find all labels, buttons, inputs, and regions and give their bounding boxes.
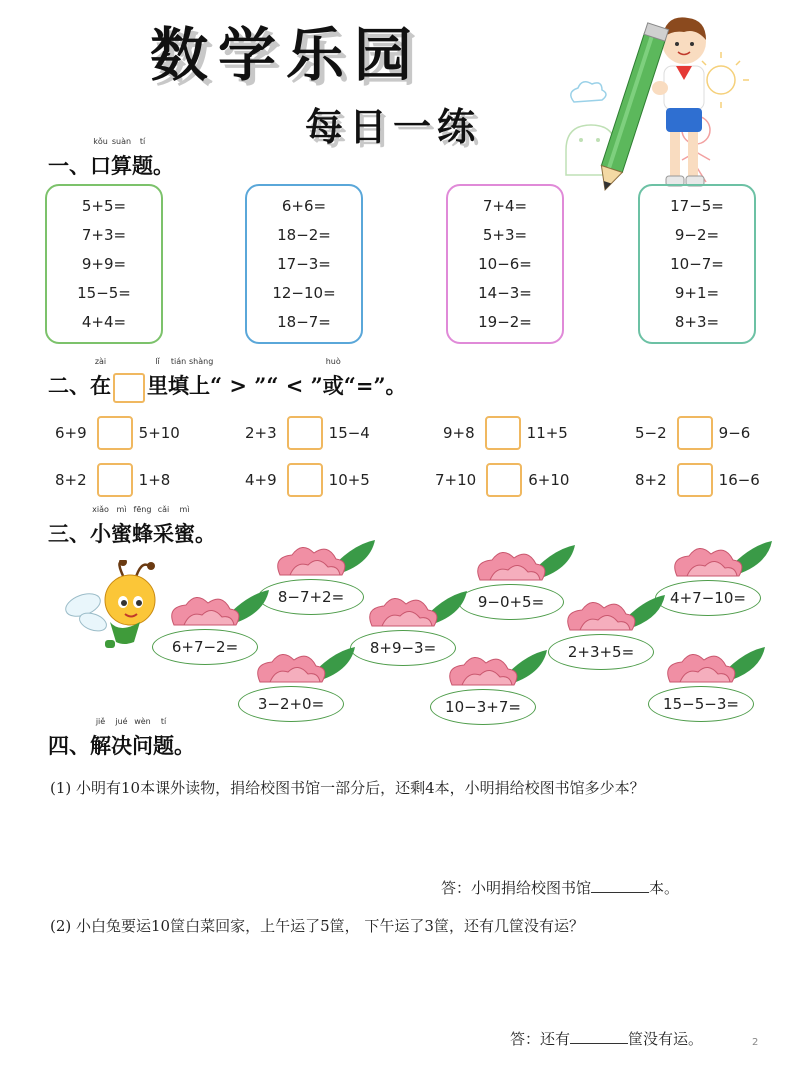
- char: 决: [111, 733, 132, 758]
- equation: 6+6=: [281, 197, 327, 216]
- equation: 14−3=: [478, 283, 532, 302]
- flower-icon: [667, 536, 777, 581]
- page-title: 数学乐园: [150, 21, 423, 89]
- answer-box[interactable]: [677, 463, 713, 497]
- char: 小: [90, 521, 111, 546]
- pinyin: mì: [116, 505, 127, 514]
- answer-box-sample: [113, 373, 145, 403]
- equation: 18−7=: [277, 312, 331, 331]
- compare-item: [635, 463, 760, 497]
- answer-suffix: 本。: [649, 879, 680, 897]
- flower-icon: [560, 590, 670, 635]
- left-expr: 8+2: [55, 471, 87, 489]
- heading-char: [168, 357, 189, 400]
- problem-2-answer: [510, 1028, 703, 1049]
- compare-item: [435, 463, 569, 497]
- pinyin: mì: [179, 505, 190, 514]
- right-expr: 5+10: [138, 424, 180, 442]
- pinyin: fēng: [133, 505, 152, 514]
- answer-box[interactable]: [287, 463, 323, 497]
- compare-item: [245, 416, 370, 450]
- equation: 5+3=: [482, 226, 528, 245]
- answer-box[interactable]: [97, 463, 133, 497]
- flower-equation: 15−5−3=: [648, 686, 754, 722]
- heading-char: [90, 137, 111, 180]
- equation: 10−6=: [478, 254, 532, 273]
- flower-icon: [250, 642, 360, 687]
- answer-box[interactable]: [486, 463, 522, 497]
- heading-char: [132, 717, 153, 760]
- char: 蜂: [132, 521, 153, 546]
- right-expr: 6+10: [528, 471, 570, 489]
- heading-char: [153, 717, 174, 760]
- equation: 7+3=: [81, 226, 127, 245]
- pinyin: huò: [325, 357, 341, 366]
- section3-suffix: 。: [195, 521, 216, 546]
- equation: 17−3=: [277, 254, 331, 273]
- left-expr: 8+2: [635, 471, 667, 489]
- flower-item: [655, 536, 780, 616]
- equation: 5+5=: [81, 197, 127, 216]
- pinyin: shàng: [189, 357, 214, 366]
- equation: 10−7=: [670, 254, 724, 273]
- equation: 12−10=: [272, 283, 336, 302]
- pinyin: jiě: [95, 717, 106, 726]
- compare-item: [55, 416, 180, 450]
- heading-char: [90, 357, 111, 400]
- char: 解: [90, 733, 111, 758]
- pinyin: zài: [94, 357, 107, 366]
- flower-item: [648, 642, 773, 722]
- section4-suffix: 。: [174, 733, 195, 758]
- equation: 9+9=: [81, 254, 127, 273]
- flower-icon: [270, 535, 380, 580]
- equation: 15−5=: [77, 283, 131, 302]
- equation: 7+4=: [482, 197, 528, 216]
- flower-item: [238, 642, 363, 722]
- compare-item: [443, 416, 568, 450]
- equation: 17−5=: [670, 197, 724, 216]
- equation: 4+4=: [81, 312, 127, 331]
- pinyin: tí: [139, 137, 146, 146]
- char: 采: [153, 521, 174, 546]
- right-expr: 9−6: [718, 424, 751, 442]
- section2-heading: [48, 357, 407, 403]
- flower-icon: [442, 645, 552, 690]
- equation: 9+1=: [674, 283, 720, 302]
- problem-2-text: (2) 小白兔要运10筐白菜回家，上午运了5筐， 下午运了3筐，还有几筐没有运？: [50, 917, 584, 935]
- char: 题: [132, 153, 153, 178]
- answer-box[interactable]: [97, 416, 133, 450]
- right-expr: 11+5: [526, 424, 568, 442]
- oral-calc-box: [45, 184, 163, 344]
- flower-equation: 3−2+0=: [238, 686, 344, 722]
- char: 题: [153, 733, 174, 758]
- section3-heading: [48, 505, 216, 548]
- heading-char: [132, 505, 153, 548]
- flower-equation: 4+7−10=: [655, 580, 761, 616]
- char: 上: [189, 373, 210, 398]
- char: 填: [168, 373, 189, 398]
- section1-heading: [48, 137, 174, 180]
- right-expr: 10+5: [328, 471, 370, 489]
- compare-item: [635, 416, 750, 450]
- heading-char: [174, 505, 195, 548]
- pinyin: suàn: [111, 137, 132, 146]
- pinyin: kǒu: [93, 137, 108, 146]
- section1-prefix: 一、: [48, 153, 90, 178]
- oral-calc-box: [638, 184, 756, 344]
- symbols: “ > ”“ < ”: [210, 373, 323, 398]
- left-expr: 7+10: [435, 471, 477, 489]
- pinyin: tián: [170, 357, 187, 366]
- heading-char: [111, 717, 132, 760]
- right-expr: 1+8: [138, 471, 171, 489]
- flower-equation: 10−3+7=: [430, 689, 536, 725]
- oral-calc-box: [446, 184, 564, 344]
- heading-char: [153, 505, 174, 548]
- oral-calc-box: [245, 184, 363, 344]
- pinyin: lǐ: [155, 357, 160, 366]
- heading-char: [90, 505, 111, 548]
- flower-icon: [470, 540, 580, 585]
- section4-heading: [48, 717, 195, 760]
- page-number: 2: [752, 1037, 759, 1048]
- section1-suffix: 。: [153, 153, 174, 178]
- page-subtitle: 每日一练: [305, 104, 482, 149]
- compare-item: [245, 463, 370, 497]
- answer-box[interactable]: [287, 416, 323, 450]
- char: 口: [90, 153, 111, 178]
- flower-equation: 8−7+2=: [258, 579, 364, 615]
- compare-item: [55, 463, 170, 497]
- left-expr: 6+9: [55, 424, 87, 442]
- pinyin: wèn: [134, 717, 151, 726]
- answer-blank[interactable]: [591, 878, 649, 893]
- flower-icon: [660, 642, 770, 687]
- left-expr: 9+8: [443, 424, 475, 442]
- answer-box[interactable]: [677, 416, 713, 450]
- problem-1-text: (1) 小明有10本课外读物，捐给校图书馆一部分后，还剩4本，小明捐给校图书馆多少本？: [50, 779, 645, 797]
- heading-char: [90, 717, 111, 760]
- char: 或: [322, 373, 344, 398]
- symbols: “=”。: [343, 373, 407, 398]
- flower-icon: [164, 585, 274, 630]
- right-expr: 16−6: [718, 471, 760, 489]
- pinyin: xiǎo: [92, 505, 109, 514]
- left-expr: 2+3: [245, 424, 277, 442]
- equation: 9−2=: [674, 226, 720, 245]
- problem-1-answer: [441, 877, 679, 898]
- pinyin: cǎi: [157, 505, 170, 514]
- section4-prefix: 四、: [48, 733, 90, 758]
- char: 里: [147, 373, 168, 398]
- heading-char: [189, 357, 214, 400]
- pinyin: tí: [160, 717, 167, 726]
- answer-prefix: 答：小明捐给校图书馆: [441, 879, 592, 897]
- answer-box[interactable]: [485, 416, 521, 450]
- flower-equation: 2+3+5=: [548, 634, 654, 670]
- boy-with-pencil-icon: [556, 10, 756, 200]
- heading-char: [111, 137, 132, 180]
- char: 蜜: [111, 521, 132, 546]
- char: 算: [111, 153, 132, 178]
- left-expr: 4+9: [245, 471, 277, 489]
- answer-prefix: 答：还有: [510, 1030, 571, 1048]
- char: 问: [132, 733, 153, 758]
- answer-suffix: 筐没有运。: [628, 1030, 704, 1048]
- equation: 8+3=: [674, 312, 720, 331]
- section3-prefix: 三、: [48, 521, 90, 546]
- flower-icon: [362, 586, 472, 631]
- heading-char: [132, 137, 153, 180]
- flower-equation: 9−0+5=: [458, 584, 564, 620]
- flower-equation: 8+9−3=: [350, 630, 456, 666]
- heading-char: [147, 357, 168, 400]
- section2-prefix: 二、: [48, 373, 90, 398]
- flower-item: [430, 645, 555, 725]
- equation: 19−2=: [478, 312, 532, 331]
- flower-equation: 6+7−2=: [152, 629, 258, 665]
- heading-char: [111, 505, 132, 548]
- right-expr: 15−4: [328, 424, 370, 442]
- char: 在: [90, 373, 111, 398]
- left-expr: 5−2: [635, 424, 667, 442]
- heading-char: [322, 357, 344, 400]
- answer-blank[interactable]: [570, 1029, 628, 1044]
- char: 蜜: [174, 521, 195, 546]
- pinyin: jué: [115, 717, 128, 726]
- equation: 18−2=: [277, 226, 331, 245]
- bee-icon: [65, 560, 165, 655]
